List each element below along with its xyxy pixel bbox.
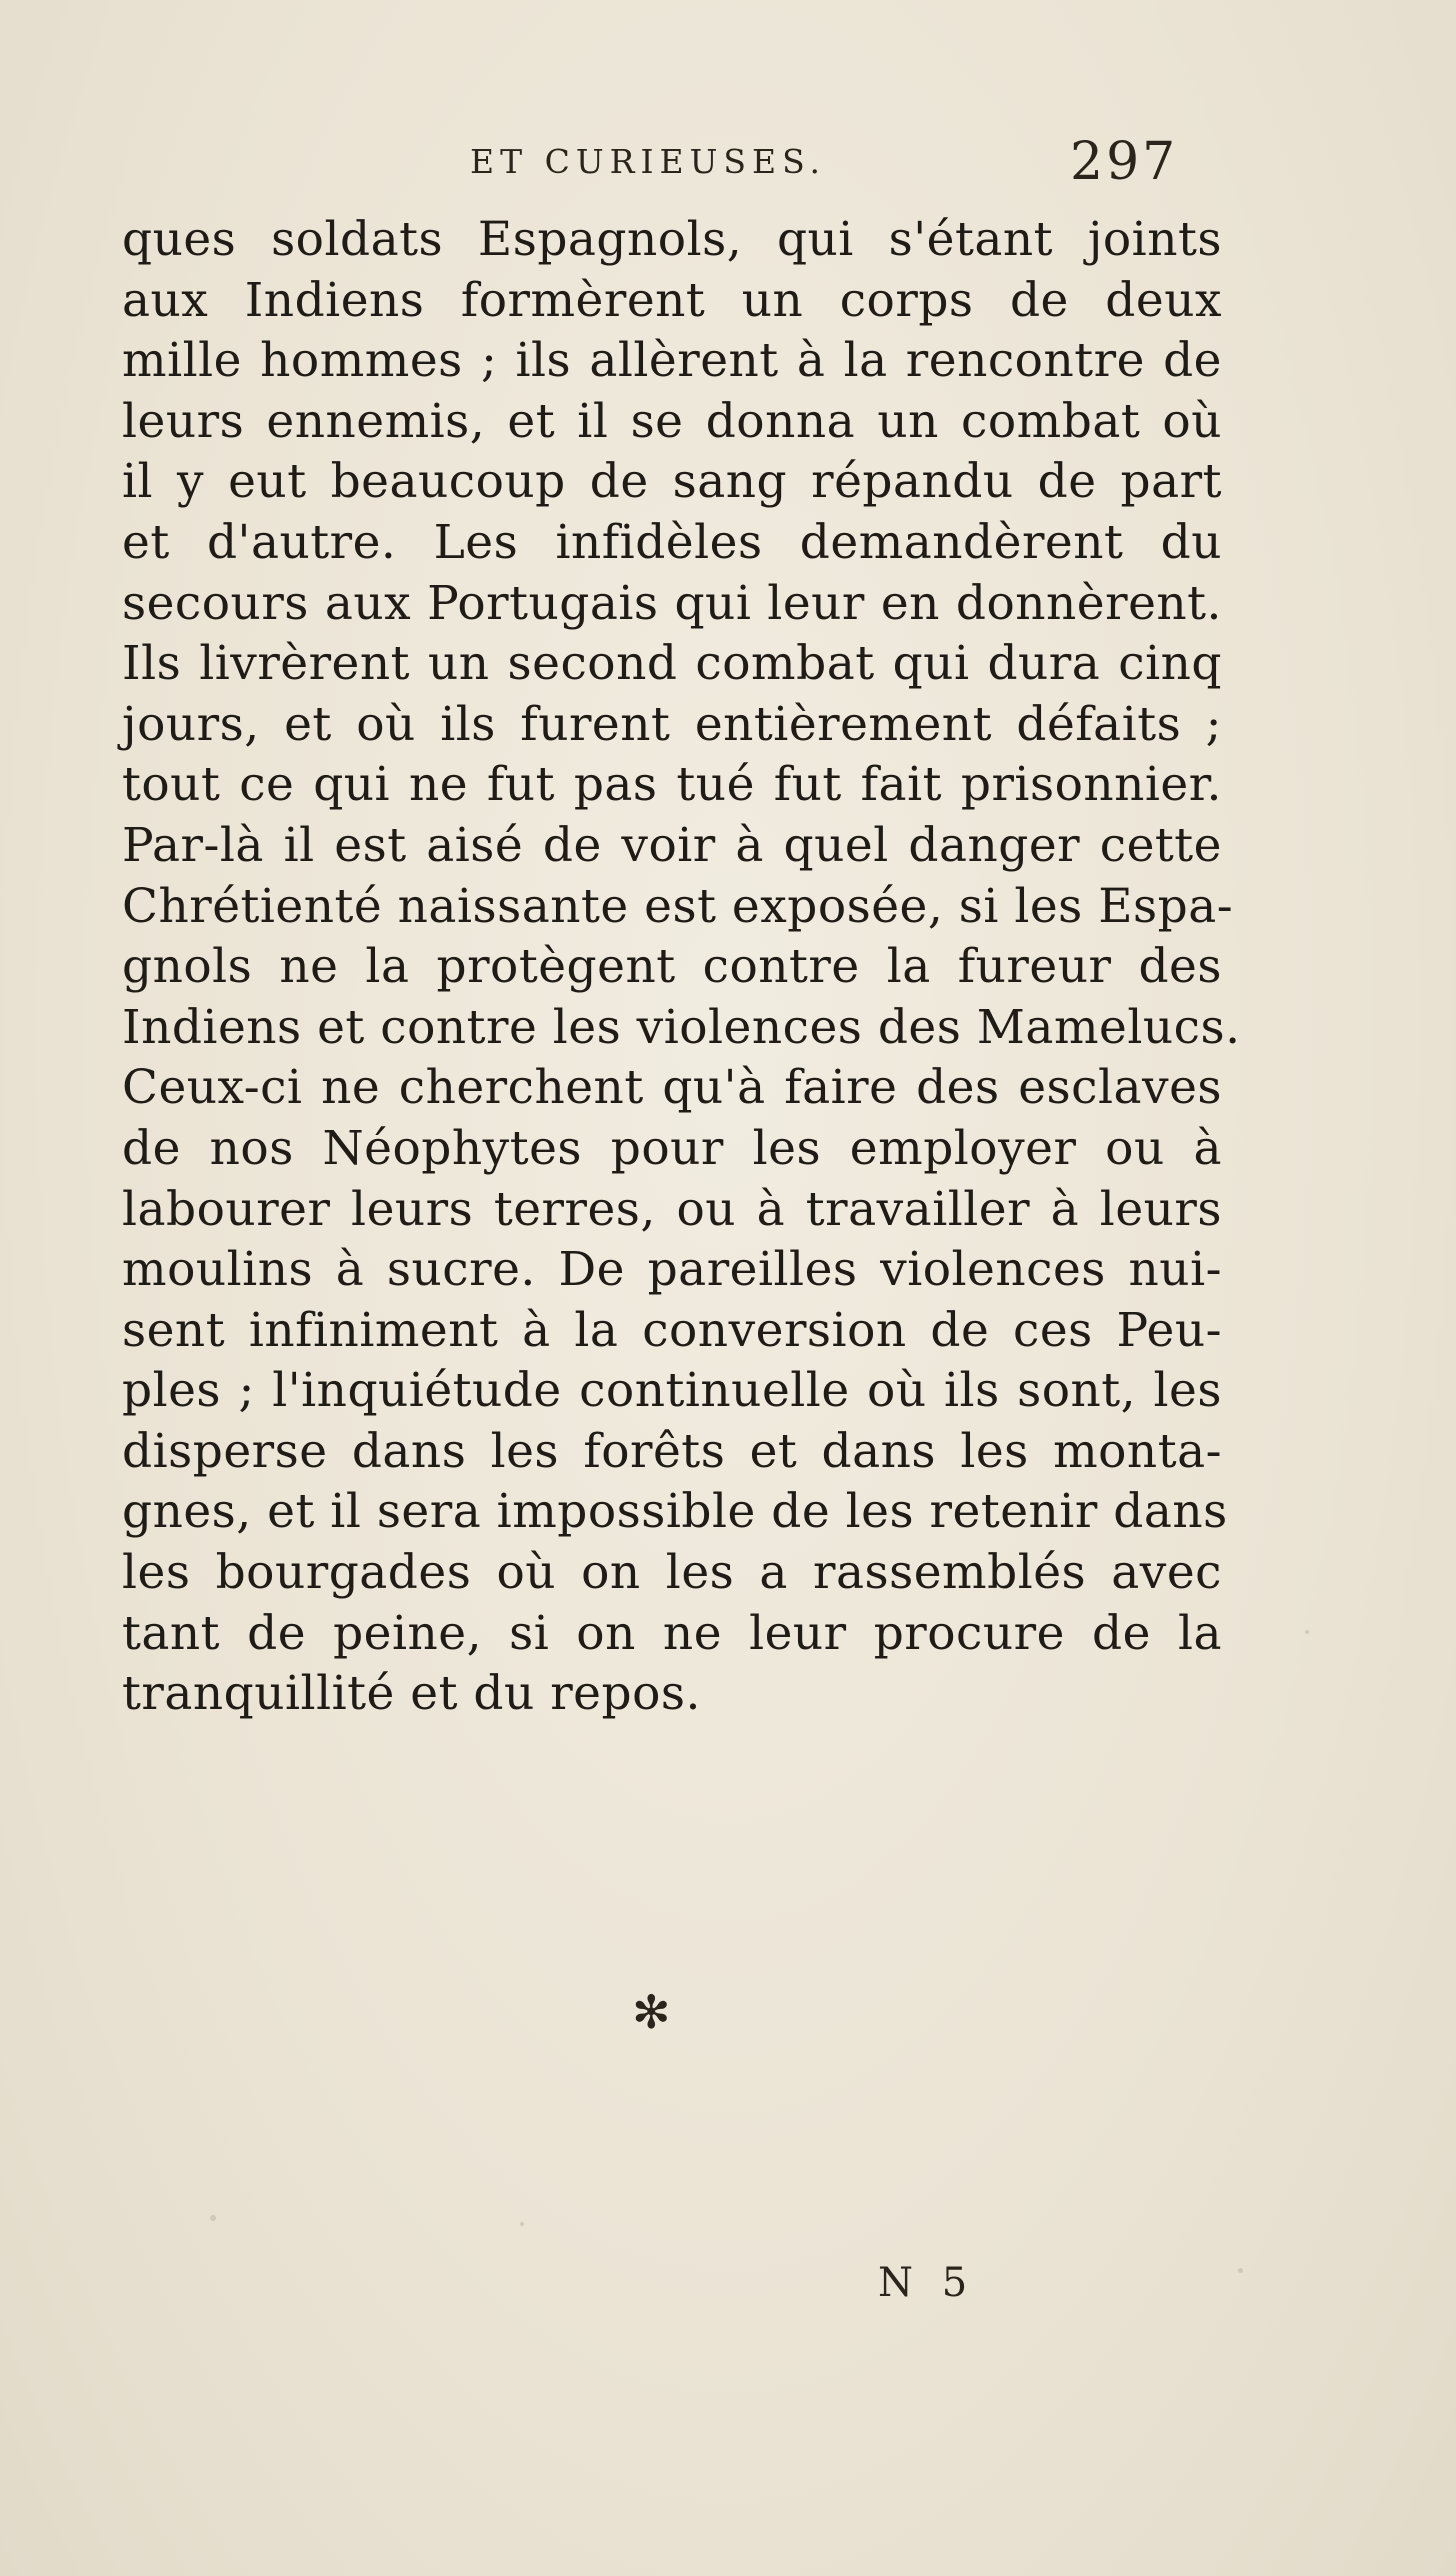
text-line: Chrétienté naissante est exposée, si les Espa-: [122, 878, 1234, 934]
text-line: ples ; l'inquiétude continuelle où ils sont, les: [122, 1363, 1222, 1419]
paper-speck: [520, 2222, 524, 2226]
text-line: secours aux Portugais qui leur en donnèrent.: [122, 575, 1222, 631]
paper-speck: [1305, 1630, 1309, 1634]
text-line: leurs ennemis, et il se donna un combat où: [122, 393, 1222, 449]
page-number: 297: [1070, 132, 1179, 192]
text-line: de nos Néophytes pour les employer ou à: [122, 1120, 1222, 1176]
paper-speck: [210, 2215, 216, 2221]
text-line: Indiens et contre les violences des Mamelucs.: [122, 999, 1241, 1055]
text-line: ques soldats Espagnols, qui s'étant joints: [122, 212, 1222, 267]
signature-mark: N 5: [878, 2260, 976, 2306]
text-line: tout ce qui ne fut pas tué fut fait prisonnier.: [122, 757, 1222, 813]
text-line: aux Indiens formèrent un corps de deux: [122, 272, 1222, 328]
text-line: sent infiniment à la conversion de ces Peu-: [122, 1302, 1222, 1358]
text-line: jours, et où ils furent entièrement défaits ;: [122, 696, 1222, 752]
text-line: gnols ne la protègent contre la fureur des: [122, 939, 1222, 995]
paper-speck: [1238, 2268, 1243, 2273]
text-line: labourer leurs terres, ou à travailler à leurs: [122, 1181, 1222, 1237]
text-line: mille hommes ; ils allèrent à la rencontre de: [122, 333, 1222, 389]
text-line: Ils livrèrent un second combat qui dura cinq: [122, 636, 1222, 692]
text-line: et d'autre. Les infidèles demandèrent du: [122, 514, 1222, 570]
text-line: il y eut beaucoup de sang répandu de part: [122, 454, 1222, 510]
text-line: tant de peine, si on ne leur procure de la: [122, 1605, 1222, 1661]
text-line: les bourgades où on les a rassemblés avec: [122, 1545, 1222, 1601]
text-line: gnes, et il sera impossible de les retenir dans: [122, 1484, 1228, 1540]
running-head: ET CURIEUSES.: [470, 142, 827, 181]
body-text: [122, 210, 1241, 1725]
asterism-ornament-icon: ✻: [632, 1985, 671, 2039]
text-line: moulins à sucre. De pareilles violences nui-: [122, 1242, 1222, 1298]
text-line: Ceux-ci ne cherchent qu'à faire des esclaves: [122, 1060, 1222, 1116]
text-line: Par-là il est aisé de voir à quel danger cette: [122, 817, 1222, 873]
text-line: disperse dans les forêts et dans les monta-: [122, 1423, 1222, 1479]
text-line-last: tranquillité et du repos.: [122, 1666, 701, 1722]
